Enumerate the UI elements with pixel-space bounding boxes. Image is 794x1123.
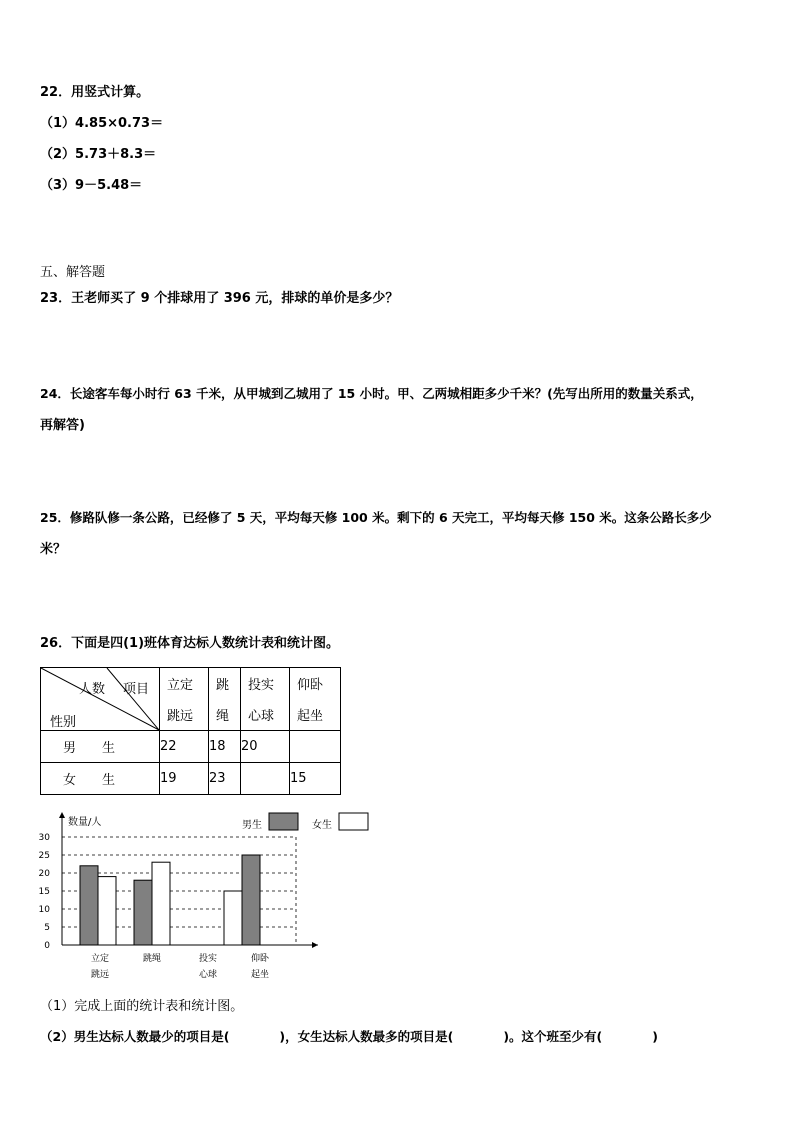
y-tick-label: 10 bbox=[38, 905, 50, 915]
q22-title: 22．用竖式计算。 bbox=[40, 85, 150, 100]
x-tick-label: 跳远 bbox=[90, 970, 110, 980]
q22-item-3: （3）9－5.48＝ bbox=[40, 178, 143, 193]
q24-line2: 再解答) bbox=[40, 418, 85, 433]
corner-label-gender: 性别 bbox=[50, 715, 77, 730]
q25-line1: 25．修路队修一条公路，已经修了 5 天，平均每天修 100 米。剩下的 6 天完工，平均每天修 150 米。这条公路长多少 bbox=[40, 510, 712, 525]
y-tick-label: 30 bbox=[38, 833, 50, 843]
q22-item-1: （1）4.85×0.73＝ bbox=[40, 116, 164, 131]
header-cell: 仰卧 起坐 bbox=[290, 668, 341, 731]
x-tick-label: 立定 bbox=[90, 954, 110, 964]
q25-line2: 米？ bbox=[40, 542, 67, 557]
table-cell: 15 bbox=[290, 763, 341, 795]
header-cell: 立定 跳远 bbox=[160, 668, 209, 731]
bar-boys bbox=[242, 855, 260, 945]
q26-sub2: （2）男生达标人数最少的项目是( )，女生达标人数最多的项目是( )。这个班至少有( ) bbox=[40, 1029, 658, 1044]
y-tick-label: 25 bbox=[38, 851, 50, 861]
bar-girls bbox=[98, 877, 116, 945]
table-cell: 20 bbox=[241, 731, 290, 763]
x-axis-arrow bbox=[312, 942, 318, 948]
q26-sub1: （1）完成上面的统计表和统计图。 bbox=[40, 999, 244, 1014]
section-title: 五、解答题 bbox=[40, 265, 106, 280]
table-row-boys bbox=[41, 731, 341, 763]
y-tick-label: 5 bbox=[44, 923, 50, 933]
x-tick-label: 投实 bbox=[198, 954, 218, 964]
table-header-row bbox=[41, 668, 341, 731]
corner-label-item: 项目 bbox=[123, 682, 150, 697]
y-axis-arrow bbox=[59, 812, 65, 818]
corner-label-count: 人数 bbox=[79, 682, 106, 697]
x-tick-label: 仰卧 bbox=[250, 954, 270, 964]
row-label: 男 生 bbox=[41, 731, 160, 763]
table-row-girls bbox=[41, 763, 341, 795]
bar-boys bbox=[80, 866, 98, 945]
legend-label: 女生 bbox=[312, 820, 332, 831]
y-axis-label: 数量/人 bbox=[68, 817, 102, 828]
bar-chart bbox=[28, 808, 388, 988]
legend-swatch bbox=[339, 813, 368, 830]
q26-title: 26．下面是四(1)班体育达标人数统计表和统计图。 bbox=[40, 636, 340, 651]
table-cell bbox=[290, 731, 341, 763]
q23-text: 23．王老师买了 9 个排球用了 396 元，排球的单价是多少？ bbox=[40, 291, 399, 306]
legend-label: 男生 bbox=[242, 820, 262, 831]
header-cell: 投实 心球 bbox=[241, 668, 290, 731]
sports-table bbox=[40, 667, 341, 795]
x-tick-label: 起坐 bbox=[250, 970, 270, 980]
table-cell: 23 bbox=[209, 763, 241, 795]
legend-swatch bbox=[269, 813, 298, 830]
y-tick-label: 20 bbox=[38, 869, 50, 879]
bar-girls bbox=[224, 891, 242, 945]
table-cell bbox=[241, 763, 290, 795]
q24-line1: 24．长途客车每小时行 63 千米，从甲城到乙城用了 15 小时。甲、乙两城相距多少千米？(先写出所用的数量关系式， bbox=[40, 386, 703, 401]
table-cell: 19 bbox=[160, 763, 209, 795]
corner-cell bbox=[41, 668, 160, 731]
header-cell: 跳 绳 bbox=[209, 668, 241, 731]
y-tick-label: 15 bbox=[38, 887, 50, 897]
q22-item-2: （2）5.73＋8.3＝ bbox=[40, 147, 157, 162]
x-tick-label: 跳绳 bbox=[142, 954, 162, 964]
table-cell: 18 bbox=[209, 731, 241, 763]
x-tick-label: 心球 bbox=[198, 970, 218, 980]
table-cell: 22 bbox=[160, 731, 209, 763]
bar-girls bbox=[152, 862, 170, 945]
y-tick-label: 0 bbox=[44, 941, 50, 951]
row-label: 女 生 bbox=[41, 763, 160, 795]
bar-boys bbox=[134, 880, 152, 945]
